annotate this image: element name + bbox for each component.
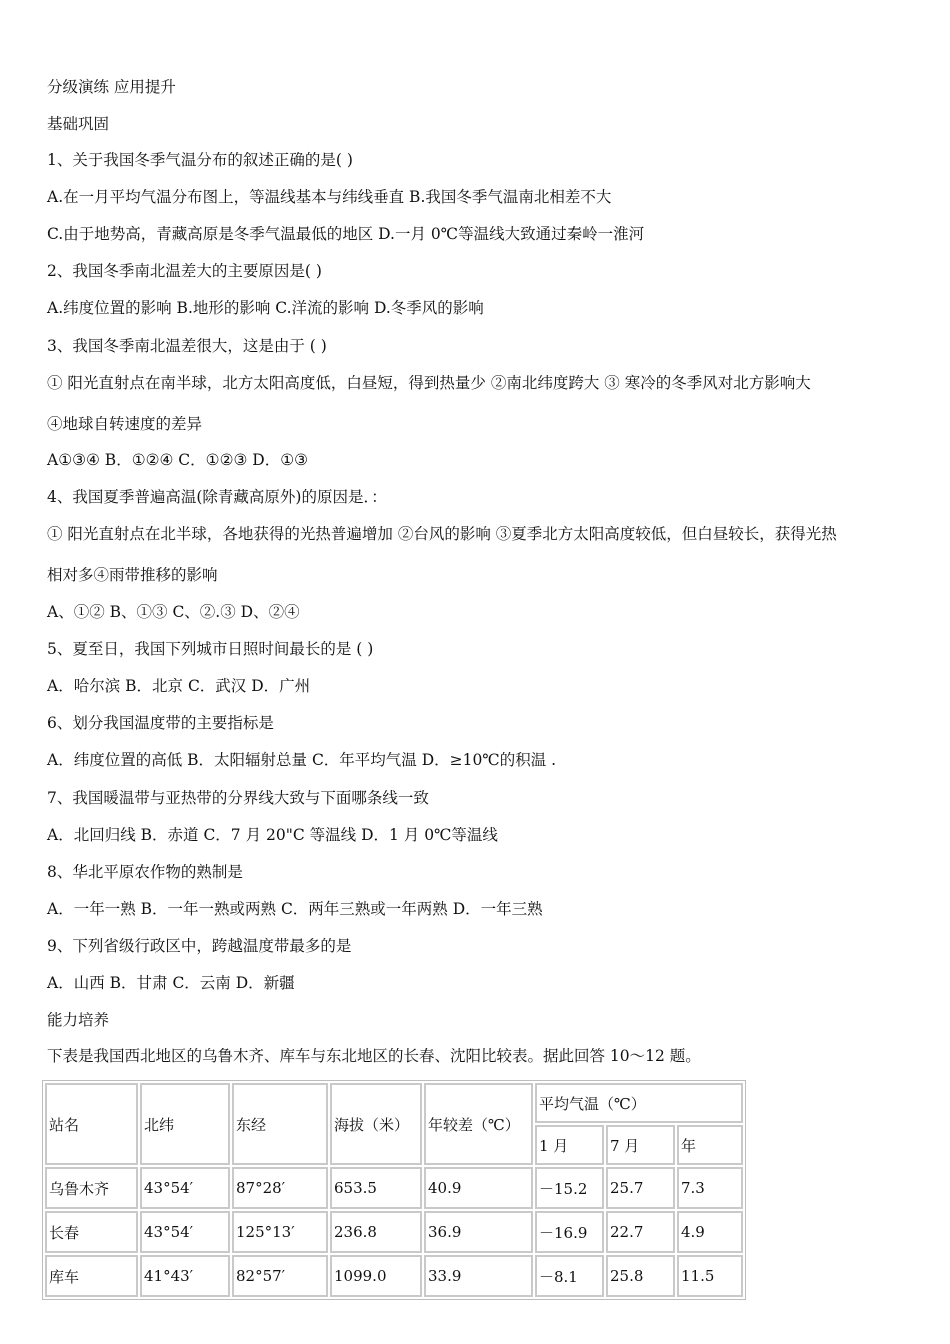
question-6-options: A．纬度位置的高低 B．太阳辐射总量 C．年平均气温 D．≥10℃的积温 . <box>47 751 557 769</box>
header-cell: 平均气温（℃） <box>535 1083 743 1123</box>
question-4: 4、我国夏季普遍高温(除青藏高原外)的原因是．： <box>47 488 387 506</box>
table-row <box>45 1167 743 1209</box>
question-4-options: A、①② B、①③ C、②.③ D、②④ <box>47 603 300 621</box>
table-cell: 4.9 <box>677 1211 743 1253</box>
question-8-options: A．一年一熟 B．一年一熟或两熟 C．两年三熟或一年两熟 D．一年三熟 <box>47 900 543 918</box>
table-cell: 11.5 <box>677 1255 743 1297</box>
table-cell: 25.8 <box>606 1255 675 1297</box>
question-3-statement-line-1: ① 阳光直射点在南半球，北方太阳高度低，白昼短，得到热量少 ②南北纬度跨大 ③ 寒冷的冬季风对北方影响大 <box>47 374 811 392</box>
header-cell: 年较差（℃） <box>424 1083 533 1165</box>
table-cell: 1099.0 <box>330 1255 422 1297</box>
table-cell: 25.7 <box>606 1167 675 1209</box>
table-cell: 43°54′ <box>140 1167 230 1209</box>
table-row <box>45 1255 743 1297</box>
question-3-options: A①③④ B．①②④ C．①②③ D．①③ <box>47 451 309 469</box>
table-cell: －8.1 <box>535 1255 604 1297</box>
subheader-cell: 年 <box>677 1125 743 1165</box>
subheader-cell: 7 月 <box>606 1125 675 1165</box>
question-5-options: A．哈尔滨 B．北京 C．武汉 D．广州 <box>47 677 311 695</box>
subheader-cell: 1 月 <box>535 1125 604 1165</box>
table-row <box>45 1211 743 1253</box>
table-cell: －16.9 <box>535 1211 604 1253</box>
question-2: 2、我国冬季南北温差大的主要原因是( ) <box>47 262 322 280</box>
header-cell: 北纬 <box>140 1083 230 1165</box>
question-1-options-cd: C.由于地势高，青藏高原是冬季气温最低的地区 D.一月 0℃等温线大致通过秦岭一淮河 <box>47 225 645 243</box>
question-8: 8、华北平原农作物的熟制是 <box>47 863 243 881</box>
table-cell: 库车 <box>45 1255 138 1297</box>
question-1-options-ab: A.在一月平均气温分布图上，等温线基本与纬线垂直 B.我国冬季气温南北相差不大 <box>47 188 612 206</box>
header-cell: 站名 <box>45 1083 138 1165</box>
section-heading: 能力培养 <box>47 1011 110 1029</box>
table-cell: 36.9 <box>424 1211 533 1253</box>
table-cell: 236.8 <box>330 1211 422 1253</box>
question-3-statement-line-2: ④地球自转速度的差异 <box>47 415 203 433</box>
table-cell: 40.9 <box>424 1167 533 1209</box>
table-cell: 82°57′ <box>232 1255 328 1297</box>
question-4-statement-line-1: ① 阳光直射点在北半球，各地获得的光热普遍增加 ②台风的影响 ③夏季北方太阳高度较低，但白昼较长，获得光热 <box>47 525 837 543</box>
question-9: 9、下列省级行政区中，跨越温度带最多的是 <box>47 937 352 955</box>
table-header-row <box>45 1083 743 1123</box>
question-2-options: A.纬度位置的影响 B.地形的影响 C.洋流的影响 D.冬季风的影响 <box>47 299 484 317</box>
page-title: 分级演练 应用提升 <box>47 78 176 96</box>
question-3: 3、我国冬季南北温差很大，这是由于 ( ) <box>47 337 327 355</box>
question-7: 7、我国暖温带与亚热带的分界线大致与下面哪条线一致 <box>47 789 429 807</box>
table-cell: 长春 <box>45 1211 138 1253</box>
question-4-statement-line-2: 相对多④雨带推移的影响 <box>47 566 218 584</box>
table-cell: 125°13′ <box>232 1211 328 1253</box>
table-cell: 乌鲁木齐 <box>45 1167 138 1209</box>
climate-comparison-table <box>42 1080 746 1300</box>
table-cell: 7.3 <box>677 1167 743 1209</box>
table-cell: 41°43′ <box>140 1255 230 1297</box>
table-cell: 87°28′ <box>232 1167 328 1209</box>
header-cell: 东经 <box>232 1083 328 1165</box>
table-cell: 33.9 <box>424 1255 533 1297</box>
question-5: 5、夏至日，我国下列城市日照时间最长的是 ( ) <box>47 640 374 658</box>
table-cell: 43°54′ <box>140 1211 230 1253</box>
table-cell: －15.2 <box>535 1167 604 1209</box>
section-heading: 基础巩固 <box>47 115 110 133</box>
table-intro: 下表是我国西北地区的乌鲁木齐、库车与东北地区的长春、沈阳比较表。据此回答 10～12 题。 <box>47 1047 701 1065</box>
header-cell: 海拔（米） <box>330 1083 422 1165</box>
question-6: 6、划分我国温度带的主要指标是 <box>47 714 274 732</box>
table-cell: 22.7 <box>606 1211 675 1253</box>
question-7-options: A．北回归线 B．赤道 C．7 月 20"C 等温线 D．1 月 0℃等温线 <box>47 826 498 844</box>
question-9-options: A．山西 B．甘肃 C．云南 D．新疆 <box>47 974 295 992</box>
question-1: 1、关于我国冬季气温分布的叙述正确的是( ) <box>47 151 353 169</box>
table-cell: 653.5 <box>330 1167 422 1209</box>
